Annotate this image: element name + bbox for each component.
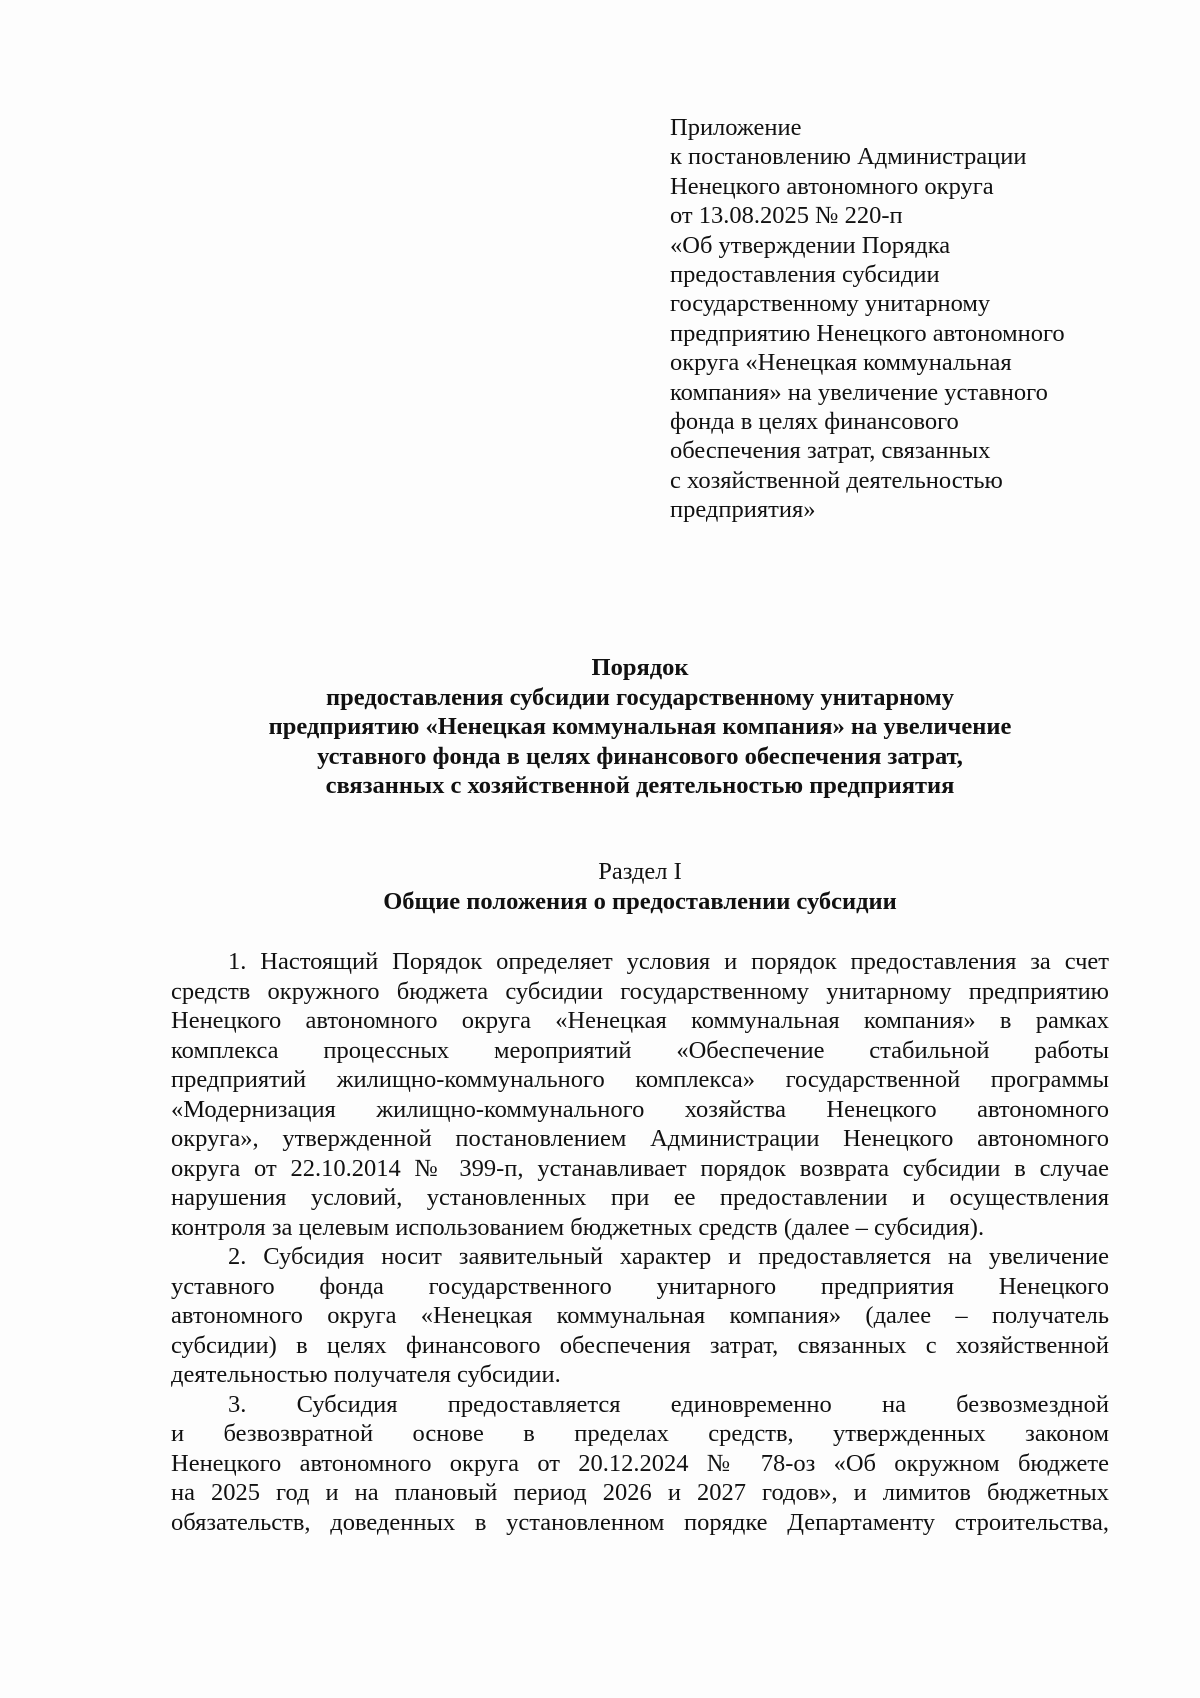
- appendix-line: к постановлению Администрации: [670, 143, 1027, 171]
- title-line: связанных с хозяйственной деятельностью предприятия: [325, 772, 955, 800]
- title-line: уставного фонда в целях финансового обеспечения затрат,: [317, 742, 963, 770]
- appendix-line: обеспечения затрат, связанных: [670, 437, 991, 465]
- paragraph-2-line: 2. Субсидия носит заявительный характер и предоставляется на увеличение: [228, 1243, 1109, 1270]
- appendix-line: от 13.08.2025 № 220-п: [670, 202, 903, 230]
- appendix-line: компания» на увеличение уставного: [670, 378, 1048, 406]
- appendix-line: предприятию Ненецкого автономного: [670, 319, 1065, 347]
- section-heading: Общие положения о предоставлении субсидии: [383, 888, 897, 915]
- paragraph-1-line: предприятий жилищно-коммунального комплекса» государственной программы: [171, 1066, 1109, 1093]
- appendix-line: предприятия»: [670, 496, 816, 524]
- paragraph-3-line: и безвозвратной основе в пределах средств, утвержденных законом: [171, 1420, 1109, 1447]
- paragraph-2-line: деятельностью получателя субсидии.: [171, 1361, 561, 1388]
- section-label: Раздел I: [598, 858, 682, 885]
- appendix-line: Ненецкого автономного округа: [670, 172, 994, 200]
- title-line: предоставления субсидии государственному унитарному: [326, 683, 954, 711]
- paragraph-1-line: Ненецкого автономного округа «Ненецкая коммунальная компания» в рамках: [171, 1007, 1109, 1034]
- title-line: предприятию «Ненецкая коммунальная компания» на увеличение: [268, 713, 1012, 741]
- appendix-line: Приложение: [670, 114, 802, 141]
- appendix-line: округа «Ненецкая коммунальная: [670, 349, 1012, 377]
- paragraph-1-line: нарушения условий, установленных при ее предоставлении и осуществления: [171, 1184, 1109, 1211]
- appendix-line: с хозяйственной деятельностью: [670, 466, 1003, 494]
- paragraph-1-line: контроля за целевым использованием бюджетных средств (далее – субсидия).: [171, 1213, 985, 1241]
- paragraph-2-line: автономного округа «Ненецкая коммунальная компания» (далее – получатель: [171, 1302, 1109, 1329]
- paragraph-3-line: на 2025 год и на плановый период 2026 и 2027 годов», и лимитов бюджетных: [171, 1479, 1109, 1506]
- document-title: [170, 653, 1110, 801]
- paragraph-1-line: округа», утвержденной постановлением Администрации Ненецкого автономного: [171, 1125, 1109, 1152]
- paragraph-1-line: комплекса процессных мероприятий «Обеспечение стабильной работы: [171, 1036, 1109, 1064]
- appendix-block: [670, 113, 1140, 525]
- paragraph-2-line: уставного фонда государственного унитарного предприятия Ненецкого: [171, 1272, 1109, 1300]
- body-text: [171, 947, 1109, 1537]
- paragraph-2-line: субсидии) в целях финансового обеспечения затрат, связанных с хозяйственной: [171, 1331, 1109, 1359]
- paragraph-1-line: 1. Настоящий Порядок определяет условия и порядок предоставления за счет: [228, 948, 1109, 975]
- title-line: Порядок: [591, 654, 689, 681]
- appendix-line: фонда в целях финансового: [670, 408, 959, 436]
- appendix-line: предоставления субсидии: [670, 261, 940, 289]
- paragraph-3-line: 3. Субсидия предоставляется единовременно на безвозмездной: [228, 1390, 1109, 1418]
- paragraph-1-line: средств окружного бюджета субсидии государственному унитарному предприятию: [171, 977, 1109, 1005]
- appendix-line: государственному унитарному: [670, 290, 991, 318]
- paragraph-3-line: Ненецкого автономного округа от 20.12.2024 № 78-оз «Об окружном бюджете: [171, 1449, 1109, 1477]
- paragraph-1-line: «Модернизация жилищно-коммунального хозяйства Ненецкого автономного: [171, 1095, 1109, 1123]
- paragraph-3-line: обязательств, доведенных в установленном порядке Департаменту строительства,: [171, 1508, 1109, 1536]
- paragraph-1-line: округа от 22.10.2014 № 399-п, устанавливает порядок возврата субсидии в случае: [171, 1154, 1109, 1182]
- appendix-line: «Об утверждении Порядка: [670, 231, 951, 259]
